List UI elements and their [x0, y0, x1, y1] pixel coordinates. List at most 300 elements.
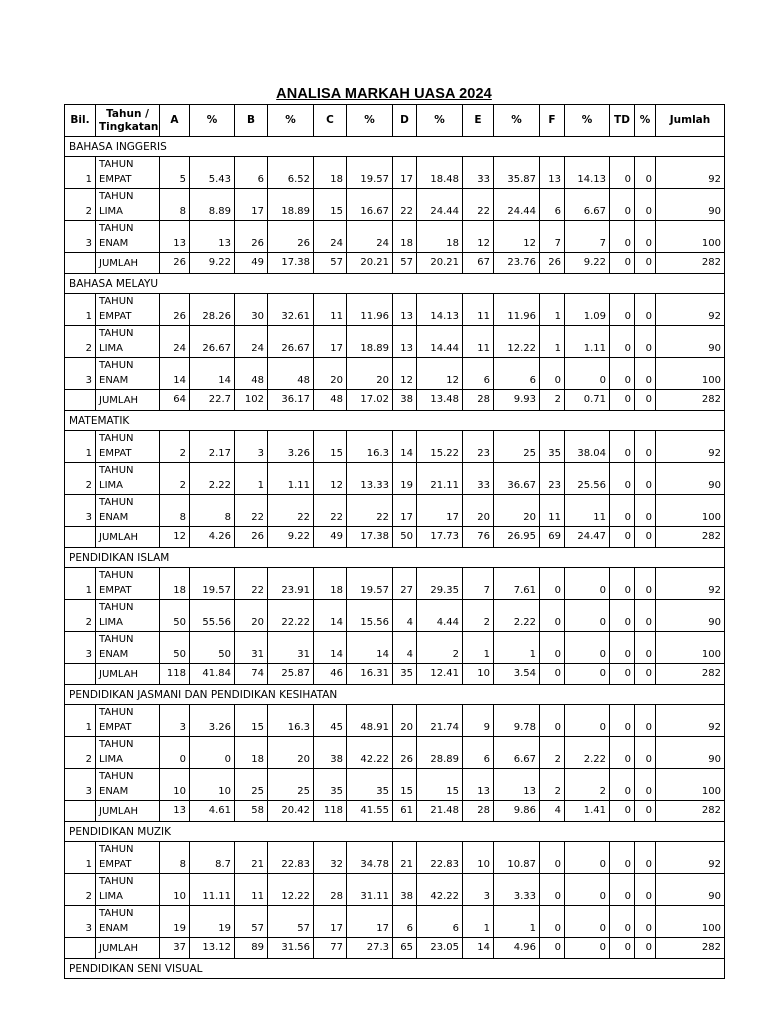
- table-cell: 17: [393, 157, 417, 189]
- total-cell: 41.55: [347, 801, 393, 822]
- table-cell: 3: [235, 431, 268, 463]
- total-cell: 0: [610, 390, 635, 411]
- table-cell: 24: [347, 221, 393, 253]
- total-row: [65, 390, 725, 411]
- total-cell: 41.84: [190, 664, 235, 685]
- header-grade-b: B: [235, 105, 268, 137]
- table-cell: 0: [635, 463, 656, 495]
- table-cell: 0: [635, 906, 656, 938]
- table-cell: 1.09: [565, 294, 610, 326]
- table-cell: 21.11: [417, 463, 463, 495]
- total-label: JUMLAH: [96, 390, 160, 411]
- subject-name: BAHASA MELAYU: [65, 274, 725, 294]
- table-cell: 15: [393, 769, 417, 801]
- total-cell: 22.7: [190, 390, 235, 411]
- total-cell: 20.21: [347, 253, 393, 274]
- total-label: JUMLAH: [96, 801, 160, 822]
- table-cell: 48: [268, 358, 314, 390]
- table-cell: 22: [235, 568, 268, 600]
- table-cell: 17: [417, 495, 463, 527]
- total-cell: 27.3: [347, 938, 393, 959]
- table-cell: 16.3: [268, 705, 314, 737]
- table-cell: 11.96: [494, 294, 540, 326]
- table-cell: 0: [635, 495, 656, 527]
- total-cell: 20.42: [268, 801, 314, 822]
- table-cell: 0: [610, 874, 635, 906]
- table-cell: 1: [540, 294, 565, 326]
- total-blank-cell: [65, 938, 96, 959]
- table-cell: 19.57: [347, 157, 393, 189]
- total-cell: 13.48: [417, 390, 463, 411]
- table-cell: 0: [635, 632, 656, 664]
- table-cell: 22.83: [268, 842, 314, 874]
- row-number: 3: [65, 632, 96, 664]
- table-cell: 2: [160, 463, 190, 495]
- table-cell: 100: [656, 358, 725, 390]
- table-cell: 21: [393, 842, 417, 874]
- table-cell: 11: [463, 326, 494, 358]
- total-blank-cell: [65, 390, 96, 411]
- table-cell: 0: [565, 705, 610, 737]
- total-cell: 17.02: [347, 390, 393, 411]
- table-cell: 28.26: [190, 294, 235, 326]
- table-cell: 6: [540, 189, 565, 221]
- table-cell: 6: [463, 737, 494, 769]
- row-level: TAHUN LIMA: [96, 189, 160, 221]
- subject-heading-row: [65, 959, 725, 979]
- table-cell: 8.89: [190, 189, 235, 221]
- total-cell: 4.26: [190, 527, 235, 548]
- subject-heading-row: [65, 822, 725, 842]
- table-cell: 29.35: [417, 568, 463, 600]
- table-cell: 0: [610, 358, 635, 390]
- table-cell: 24.44: [417, 189, 463, 221]
- total-cell: 77: [314, 938, 347, 959]
- header-grade-td: TD: [610, 105, 635, 137]
- table-cell: 0: [610, 495, 635, 527]
- table-cell: 50: [190, 632, 235, 664]
- table-cell: 16.3: [347, 431, 393, 463]
- total-cell: 4.61: [190, 801, 235, 822]
- total-cell: 102: [235, 390, 268, 411]
- total-cell: 282: [656, 527, 725, 548]
- table-cell: 18: [235, 737, 268, 769]
- table-cell: 21.74: [417, 705, 463, 737]
- table-cell: 35: [314, 769, 347, 801]
- row-level: TAHUN EMPAT: [96, 157, 160, 189]
- header-percent-a: %: [190, 105, 235, 137]
- table-row: [65, 221, 725, 253]
- table-cell: 0: [635, 294, 656, 326]
- table-cell: 7.61: [494, 568, 540, 600]
- table-cell: 35.87: [494, 157, 540, 189]
- table-cell: 3: [160, 705, 190, 737]
- table-row: [65, 874, 725, 906]
- total-cell: 76: [463, 527, 494, 548]
- table-row: [65, 568, 725, 600]
- table-cell: 90: [656, 600, 725, 632]
- table-cell: 1: [494, 632, 540, 664]
- total-cell: 57: [314, 253, 347, 274]
- table-row: [65, 294, 725, 326]
- table-cell: 21: [235, 842, 268, 874]
- table-cell: 17: [314, 326, 347, 358]
- table-cell: 19.57: [190, 568, 235, 600]
- total-cell: 57: [393, 253, 417, 274]
- total-cell: 0: [540, 664, 565, 685]
- table-cell: 22.83: [417, 842, 463, 874]
- table-cell: 0: [540, 906, 565, 938]
- table-cell: 11: [314, 294, 347, 326]
- table-cell: 14: [160, 358, 190, 390]
- table-cell: 19: [393, 463, 417, 495]
- total-blank-cell: [65, 527, 96, 548]
- table-cell: 23: [463, 431, 494, 463]
- subject-name: MATEMATIK: [65, 411, 725, 431]
- table-cell: 1: [540, 326, 565, 358]
- table-cell: 24: [160, 326, 190, 358]
- row-number: 1: [65, 705, 96, 737]
- total-cell: 37: [160, 938, 190, 959]
- total-row: [65, 253, 725, 274]
- table-cell: 0: [610, 737, 635, 769]
- table-row: [65, 906, 725, 938]
- subject-heading-row: [65, 685, 725, 705]
- table-cell: 26: [268, 221, 314, 253]
- table-cell: 0: [540, 842, 565, 874]
- table-cell: 12: [417, 358, 463, 390]
- table-row: [65, 737, 725, 769]
- table-cell: 55.56: [190, 600, 235, 632]
- table-cell: 11: [235, 874, 268, 906]
- table-cell: 0: [635, 221, 656, 253]
- total-cell: 50: [393, 527, 417, 548]
- total-cell: 0: [635, 253, 656, 274]
- table-cell: 7: [565, 221, 610, 253]
- table-cell: 0: [565, 842, 610, 874]
- table-cell: 14: [393, 431, 417, 463]
- table-cell: 10: [463, 842, 494, 874]
- total-cell: 0: [635, 938, 656, 959]
- table-cell: 6: [417, 906, 463, 938]
- table-cell: 18.89: [347, 326, 393, 358]
- table-cell: 5.43: [190, 157, 235, 189]
- table-cell: 100: [656, 495, 725, 527]
- table-cell: 38.04: [565, 431, 610, 463]
- table-cell: 0: [635, 358, 656, 390]
- table-cell: 100: [656, 769, 725, 801]
- table-cell: 3.26: [268, 431, 314, 463]
- header-grade-c: C: [314, 105, 347, 137]
- table-cell: 20: [314, 358, 347, 390]
- total-cell: 0: [610, 253, 635, 274]
- total-label: JUMLAH: [96, 938, 160, 959]
- table-cell: 20: [494, 495, 540, 527]
- total-cell: 9.86: [494, 801, 540, 822]
- table-cell: 3.33: [494, 874, 540, 906]
- subject-heading-row: [65, 411, 725, 431]
- table-cell: 13: [190, 221, 235, 253]
- table-cell: 12.22: [268, 874, 314, 906]
- table-cell: 0: [635, 189, 656, 221]
- row-number: 3: [65, 358, 96, 390]
- table-cell: 38: [314, 737, 347, 769]
- total-blank-cell: [65, 253, 96, 274]
- row-level: TAHUN ENAM: [96, 632, 160, 664]
- table-cell: 17: [393, 495, 417, 527]
- table-row: [65, 463, 725, 495]
- subject-name: PENDIDIKAN ISLAM: [65, 548, 725, 568]
- table-cell: 13: [463, 769, 494, 801]
- row-level: TAHUN ENAM: [96, 495, 160, 527]
- table-cell: 17: [347, 906, 393, 938]
- header-percent-td: %: [635, 105, 656, 137]
- header-grade-a: A: [160, 105, 190, 137]
- table-cell: 31: [235, 632, 268, 664]
- total-cell: 282: [656, 390, 725, 411]
- table-cell: 13: [393, 326, 417, 358]
- table-cell: 8: [190, 495, 235, 527]
- table-cell: 36.67: [494, 463, 540, 495]
- document-title: ANALISA MARKAH UASA 2024: [276, 86, 492, 102]
- total-cell: 0: [565, 664, 610, 685]
- table-cell: 31: [268, 632, 314, 664]
- row-level: TAHUN EMPAT: [96, 705, 160, 737]
- table-cell: 18: [393, 221, 417, 253]
- table-cell: 0: [610, 769, 635, 801]
- table-cell: 11.11: [190, 874, 235, 906]
- total-cell: 35: [393, 664, 417, 685]
- table-cell: 18.48: [417, 157, 463, 189]
- total-cell: 26: [160, 253, 190, 274]
- total-label: JUMLAH: [96, 253, 160, 274]
- table-cell: 20: [268, 737, 314, 769]
- table-row: [65, 600, 725, 632]
- table-cell: 0: [635, 705, 656, 737]
- total-cell: 0: [635, 801, 656, 822]
- table-cell: 31.11: [347, 874, 393, 906]
- table-cell: 0: [635, 431, 656, 463]
- row-level: TAHUN LIMA: [96, 326, 160, 358]
- table-cell: 38: [393, 874, 417, 906]
- table-cell: 92: [656, 568, 725, 600]
- table-cell: 20: [235, 600, 268, 632]
- row-level: TAHUN EMPAT: [96, 431, 160, 463]
- total-cell: 28: [463, 390, 494, 411]
- total-cell: 0: [635, 664, 656, 685]
- total-cell: 25.87: [268, 664, 314, 685]
- table-cell: 11: [463, 294, 494, 326]
- header-grade-d: D: [393, 105, 417, 137]
- table-cell: 92: [656, 705, 725, 737]
- table-cell: 0: [635, 157, 656, 189]
- table-cell: 1.11: [268, 463, 314, 495]
- marks-analysis-table: [64, 104, 725, 979]
- table-cell: 8: [160, 189, 190, 221]
- table-cell: 23: [540, 463, 565, 495]
- table-cell: 17: [314, 906, 347, 938]
- row-number: 1: [65, 294, 96, 326]
- table-cell: 20: [347, 358, 393, 390]
- total-cell: 282: [656, 664, 725, 685]
- table-cell: 18: [417, 221, 463, 253]
- row-number: 3: [65, 906, 96, 938]
- total-cell: 17.73: [417, 527, 463, 548]
- table-cell: 22: [314, 495, 347, 527]
- table-cell: 0: [565, 600, 610, 632]
- table-cell: 10: [160, 769, 190, 801]
- row-number: 2: [65, 189, 96, 221]
- total-cell: 118: [160, 664, 190, 685]
- table-cell: 90: [656, 326, 725, 358]
- row-number: 1: [65, 842, 96, 874]
- table-cell: 25: [268, 769, 314, 801]
- header-grade-e: E: [463, 105, 494, 137]
- table-cell: 0: [190, 737, 235, 769]
- table-row: [65, 705, 725, 737]
- table-cell: 57: [268, 906, 314, 938]
- total-cell: 16.31: [347, 664, 393, 685]
- table-cell: 92: [656, 294, 725, 326]
- total-cell: 74: [235, 664, 268, 685]
- table-cell: 25: [494, 431, 540, 463]
- table-cell: 6: [393, 906, 417, 938]
- table-cell: 18.89: [268, 189, 314, 221]
- total-cell: 89: [235, 938, 268, 959]
- table-cell: 2: [540, 769, 565, 801]
- table-cell: 0: [635, 769, 656, 801]
- row-level: TAHUN ENAM: [96, 769, 160, 801]
- total-cell: 13.12: [190, 938, 235, 959]
- table-cell: 22: [347, 495, 393, 527]
- header-percent-c: %: [347, 105, 393, 137]
- table-cell: 1.11: [565, 326, 610, 358]
- total-blank-cell: [65, 801, 96, 822]
- table-row: [65, 495, 725, 527]
- table-cell: 8: [160, 842, 190, 874]
- row-level: TAHUN LIMA: [96, 737, 160, 769]
- total-row: [65, 801, 725, 822]
- table-cell: 28.89: [417, 737, 463, 769]
- table-cell: 0: [540, 568, 565, 600]
- table-cell: 19.57: [347, 568, 393, 600]
- table-cell: 48.91: [347, 705, 393, 737]
- total-row: [65, 527, 725, 548]
- row-level: TAHUN ENAM: [96, 221, 160, 253]
- total-cell: 4.96: [494, 938, 540, 959]
- table-cell: 0: [610, 463, 635, 495]
- table-cell: 25.56: [565, 463, 610, 495]
- table-cell: 12: [393, 358, 417, 390]
- table-cell: 14: [190, 358, 235, 390]
- total-cell: 26: [540, 253, 565, 274]
- table-cell: 0: [610, 632, 635, 664]
- table-cell: 0: [565, 906, 610, 938]
- table-cell: 22.22: [268, 600, 314, 632]
- total-cell: 9.22: [565, 253, 610, 274]
- table-cell: 22: [268, 495, 314, 527]
- table-cell: 6.67: [565, 189, 610, 221]
- table-cell: 24: [235, 326, 268, 358]
- total-cell: 46: [314, 664, 347, 685]
- table-cell: 35: [347, 769, 393, 801]
- table-cell: 30: [235, 294, 268, 326]
- table-row: [65, 431, 725, 463]
- total-cell: 67: [463, 253, 494, 274]
- table-cell: 33: [463, 157, 494, 189]
- table-cell: 2.22: [494, 600, 540, 632]
- total-cell: 69: [540, 527, 565, 548]
- total-cell: 12.41: [417, 664, 463, 685]
- table-cell: 5: [160, 157, 190, 189]
- table-header-row: [65, 105, 725, 137]
- header-percent-e: %: [494, 105, 540, 137]
- table-cell: 0: [610, 906, 635, 938]
- table-cell: 11.96: [347, 294, 393, 326]
- table-cell: 11: [565, 495, 610, 527]
- total-cell: 61: [393, 801, 417, 822]
- total-blank-cell: [65, 664, 96, 685]
- table-cell: 0: [540, 705, 565, 737]
- table-cell: 26.67: [190, 326, 235, 358]
- table-cell: 22: [235, 495, 268, 527]
- table-cell: 7: [463, 568, 494, 600]
- total-cell: 0: [610, 527, 635, 548]
- table-cell: 0: [540, 632, 565, 664]
- table-cell: 15: [314, 431, 347, 463]
- total-cell: 26.95: [494, 527, 540, 548]
- total-cell: 17.38: [268, 253, 314, 274]
- total-cell: 0: [565, 938, 610, 959]
- table-cell: 19: [190, 906, 235, 938]
- table-cell: 12: [314, 463, 347, 495]
- total-cell: 9.22: [268, 527, 314, 548]
- table-cell: 32.61: [268, 294, 314, 326]
- header-percent-d: %: [417, 105, 463, 137]
- table-cell: 2: [565, 769, 610, 801]
- table-cell: 14.13: [565, 157, 610, 189]
- table-cell: 22: [393, 189, 417, 221]
- table-row: [65, 358, 725, 390]
- table-cell: 13: [393, 294, 417, 326]
- table-cell: 90: [656, 463, 725, 495]
- table-row: [65, 326, 725, 358]
- table-cell: 2.22: [565, 737, 610, 769]
- table-cell: 2.17: [190, 431, 235, 463]
- subject-heading-row: [65, 137, 725, 157]
- table-cell: 15: [417, 769, 463, 801]
- row-number: 1: [65, 157, 96, 189]
- total-cell: 13: [160, 801, 190, 822]
- total-cell: 36.17: [268, 390, 314, 411]
- total-cell: 49: [314, 527, 347, 548]
- total-cell: 48: [314, 390, 347, 411]
- header-percent-b: %: [268, 105, 314, 137]
- table-cell: 2: [463, 600, 494, 632]
- total-cell: 17.38: [347, 527, 393, 548]
- table-cell: 17: [235, 189, 268, 221]
- table-cell: 12: [494, 221, 540, 253]
- table-body: [65, 137, 725, 979]
- row-number: 3: [65, 495, 96, 527]
- total-cell: 21.48: [417, 801, 463, 822]
- row-number: 1: [65, 568, 96, 600]
- total-label: JUMLAH: [96, 664, 160, 685]
- table-cell: 100: [656, 906, 725, 938]
- total-cell: 0: [540, 938, 565, 959]
- table-cell: 15: [235, 705, 268, 737]
- table-cell: 25: [235, 769, 268, 801]
